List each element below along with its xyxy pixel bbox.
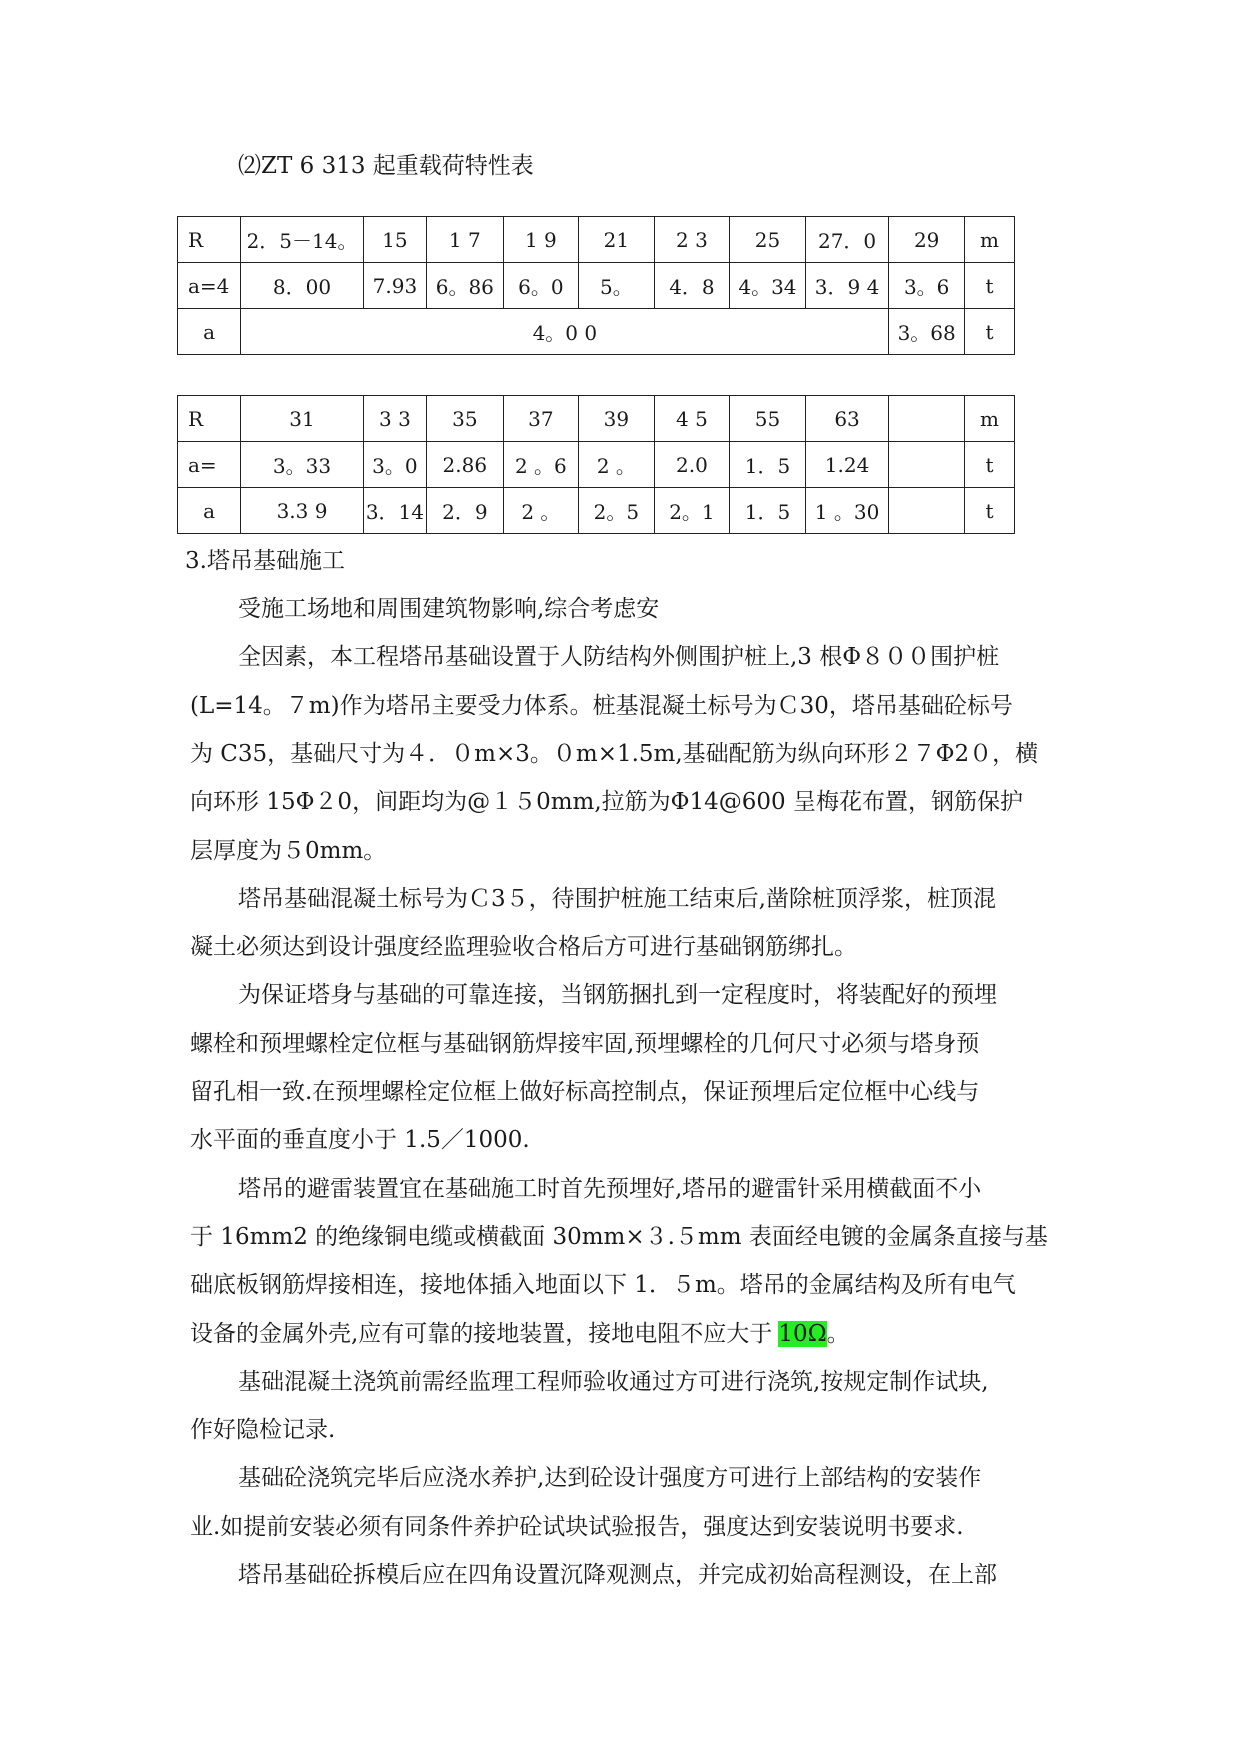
table-cell: 5。 [579, 263, 655, 309]
table-cell: m [964, 396, 1014, 442]
table-cell: 15 [363, 217, 426, 263]
table-cell: 3 3 [363, 396, 426, 442]
paragraph-line [190, 1078, 979, 1106]
line-suffix: 。 [826, 1321, 850, 1347]
table-cell: 4 5 [654, 396, 730, 442]
paragraph-line [190, 1223, 1048, 1251]
table-cell: 37 [503, 396, 579, 442]
table-row [178, 217, 1015, 263]
line-text: 向环形 15Φ２0，间距均为@１５0mm,拉筋为Φ14@600 呈梅花布置，钢筋保护 [190, 789, 1023, 815]
table-cell: 3。68 [889, 309, 965, 355]
line-text: 为保证塔身与基础的可靠连接，当钢筋捆扎到一定程度时，将装配好的预埋 [238, 982, 997, 1008]
paragraph-line [238, 1368, 989, 1396]
table-cell: 1 7 [427, 217, 504, 263]
table-cell: 1.24 [805, 442, 889, 488]
paragraph-line [190, 1513, 964, 1541]
paragraph-line [190, 933, 857, 961]
line-text: 础底板钢筋焊接相连，接地体插入地面以下 1．５m。塔吊的金属结构及所有电气 [190, 1272, 1016, 1298]
line-text: 留孔相一致.在预埋螺栓定位框上做好标高控制点，保证预埋后定位框中心线与 [190, 1079, 980, 1105]
table-cell: 2．9 [427, 488, 504, 534]
paragraph-line [190, 1416, 335, 1444]
line-text: 塔吊基础混凝土标号为Ｃ3５，待围护桩施工结束后,凿除桩顶浮浆，桩顶混 [238, 886, 996, 912]
paragraph-line [190, 1320, 850, 1348]
paragraph-line [190, 837, 386, 865]
line-text: 设备的金属外壳,应有可靠的接地装置，接地电阻不应大于 [190, 1321, 773, 1347]
paragraph-line [238, 981, 997, 1009]
table-cell: 2 。 [503, 488, 579, 534]
table-cell [889, 488, 965, 534]
line-text: 于 16mm2 的绝缘铜电缆或横截面 30mm×３.５mm 表面经电镀的金属条直接与基 [190, 1224, 1048, 1250]
table-cell [889, 396, 965, 442]
paragraph-line [190, 1126, 530, 1154]
table-cell: 6。0 [503, 263, 579, 309]
line-text: 塔吊的避雷装置宜在基础施工时首先预埋好,塔吊的避雷针采用横截面不小 [238, 1176, 982, 1202]
table-cell: a=4 [178, 263, 241, 309]
table-cell: t [964, 263, 1014, 309]
table-cell: 8．00 [241, 263, 363, 309]
table-cell: 4。34 [730, 263, 806, 309]
table-cell: 27．0 [805, 217, 889, 263]
table-cell: 3．14 [363, 488, 426, 534]
table-cell: 7.93 [363, 263, 426, 309]
table-cell: 3.3 9 [241, 488, 363, 534]
paragraph-line [238, 885, 996, 913]
line-text: 作好隐检记录. [190, 1417, 336, 1443]
load-table-2 [177, 395, 1015, 534]
table-row [178, 396, 1015, 442]
section-heading: 3.塔吊基础施工 [185, 548, 345, 574]
table-cell: 63 [805, 396, 889, 442]
table-row [178, 263, 1015, 309]
line-text: 层厚度为５0mm。 [190, 838, 387, 864]
table-cell [889, 442, 965, 488]
load-table-1 [177, 216, 1015, 355]
paragraph-line [190, 692, 1013, 720]
table-cell: 39 [579, 396, 655, 442]
paragraph-line [238, 595, 659, 623]
paragraph-line [238, 1175, 981, 1203]
table-cell: t [964, 488, 1014, 534]
table-cell: 2 3 [654, 217, 730, 263]
table-cell: 1 9 [503, 217, 579, 263]
table-cell: 31 [241, 396, 363, 442]
line-text: 为 C35，基础尺寸为４．０m×3。０m×1.5m,基础配筋为纵向环形２７Φ2０，横 [190, 741, 1039, 767]
line-text: 受施工场地和周围建筑物影响,综合考虑安 [238, 596, 660, 622]
line-text: 业.如提前安装必须有同条件养护砼试块试验报告，强度达到安装说明书要求. [190, 1514, 964, 1540]
table-cell: 2．5－14。 [241, 217, 363, 263]
table-cell: 4。0 0 [241, 309, 889, 355]
table-cell: 2 。6 [503, 442, 579, 488]
table-row [178, 488, 1015, 534]
table-cell: 21 [579, 217, 655, 263]
table-cell: R [178, 396, 241, 442]
paragraph-line [238, 643, 999, 671]
table-cell: t [964, 309, 1014, 355]
paragraph-line [190, 1030, 979, 1058]
table-row [178, 442, 1015, 488]
paragraph-line [238, 1561, 997, 1589]
table-cell: 2。1 [654, 488, 730, 534]
table-row [178, 309, 1015, 355]
paragraph-line [190, 788, 1023, 816]
table-cell: 3．9 4 [805, 263, 889, 309]
line-text: 塔吊基础砼拆模后应在四角设置沉降观测点，并完成初始高程测设，在上部 [238, 1562, 997, 1588]
table-cell: 1 。30 [805, 488, 889, 534]
table-cell: 3。0 [363, 442, 426, 488]
table-cell: a [178, 488, 241, 534]
table-cell: 4．8 [654, 263, 730, 309]
table-cell: m [964, 217, 1014, 263]
paragraph-line [190, 1271, 1016, 1299]
line-text: 基础混凝土浇筑前需经监理工程师验收通过方可进行浇筑,按规定制作试块, [238, 1369, 989, 1395]
line-text: 全因素，本工程塔吊基础设置于人防结构外侧围护桩上,3 根Φ８００围护桩 [238, 644, 1000, 670]
table-cell: 25 [730, 217, 806, 263]
table-cell: a [178, 309, 241, 355]
table-cell: a= [178, 442, 241, 488]
paragraph-line [238, 1464, 981, 1492]
table-cell: 2。5 [579, 488, 655, 534]
table-cell: 2.86 [427, 442, 504, 488]
table-caption: ⑵ZT 6 313 起重载荷特性表 [238, 153, 534, 179]
table-cell: 29 [889, 217, 965, 263]
table-cell: t [964, 442, 1014, 488]
table-cell: 3。33 [241, 442, 363, 488]
line-text: 水平面的垂直度小于 1.5／1000. [190, 1127, 530, 1153]
line-text: (L=14。７m)作为塔吊主要受力体系。桩基混凝土标号为Ｃ30，塔吊基础砼标号 [190, 693, 1013, 719]
table-cell: 1．5 [730, 488, 806, 534]
table-cell: 2.0 [654, 442, 730, 488]
table-cell: 2 。 [579, 442, 655, 488]
paragraph-line [190, 740, 1038, 768]
line-text: 螺栓和预埋螺栓定位框与基础钢筋焊接牢固,预埋螺栓的几何尺寸必须与塔身预 [190, 1031, 980, 1057]
table-cell: 6。86 [427, 263, 504, 309]
table-cell: R [178, 217, 241, 263]
line-text: 凝土必须达到设计强度经监理验收合格后方可进行基础钢筋绑扎。 [190, 934, 857, 960]
table-cell: 1．5 [730, 442, 806, 488]
highlighted-value: 10Ω [778, 1321, 827, 1347]
table-cell: 35 [427, 396, 504, 442]
table-cell: 55 [730, 396, 806, 442]
table-cell: 3。6 [889, 263, 965, 309]
line-text: 基础砼浇筑完毕后应浇水养护,达到砼设计强度方可进行上部结构的安装作 [238, 1465, 982, 1491]
